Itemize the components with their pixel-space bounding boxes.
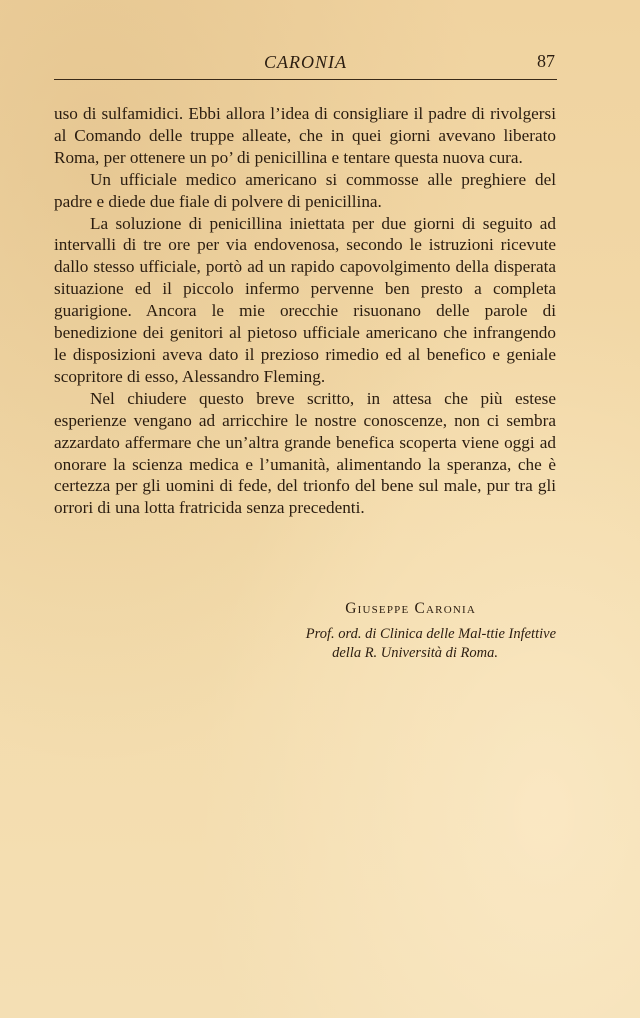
paragraph-2: Un ufficiale medico americano si commosse alle preghiere del padre e diede due fiale di polvere di penicillina. <box>54 169 556 211</box>
author-title <box>226 625 556 663</box>
author-title-line-2: della R. Università di Roma. <box>332 645 498 661</box>
author-name: Giuseppe Caronia <box>345 600 476 617</box>
page-header <box>54 50 557 76</box>
author-title-line-1: Prof. ord. di Clinica delle Mal‑ttie Infettive <box>305 626 556 642</box>
body-text <box>54 103 556 519</box>
paragraph-1: uso di sulfamidici. Ebbi allora l’idea di consigliare il padre di rivolgersi al Comando delle truppe alleate, che in quei giorni avevano liberato Roma, per ottenere un po’ di penicillina e tentare questa nuova cura. <box>54 104 556 167</box>
page-number: 87 <box>537 51 555 71</box>
paragraph-3: La soluzione di penicillina iniettata per due giorni di seguito ad intervalli di tre ore per via endovenosa, secondo le istruzioni ricevute dallo stesso ufficiale, portò ad un rapido capovolgimento della disperata situazione ed il piccolo infermo pervenne ben presto a completa guarigione. Ancora le mie orecchie risuonano delle parole di benedizione dei genitori al pietoso ufficiale americano che infrangendo le disposizioni aveva dato il prezioso rimedio ed al benefico e geniale scopritore di esso, Alessandro Fleming. <box>54 213 556 386</box>
running-title: CARONIA <box>264 52 347 72</box>
paragraph-4: Nel chiudere questo breve scritto, in attesa che più estese esperienze vengano ad arricchire le nostre conoscenze, non ci sembra azzardato affermare che un’altra grande benefica scoperta viene oggi ad onorare la scienza medica e l’umanità, alimentando la speranza, che è certezza per gli uomini di fede, del trionfo del bene sul male, pur tra gli orrori di una lotta fratricida senza precedenti. <box>54 388 556 518</box>
header-rule <box>54 79 557 80</box>
